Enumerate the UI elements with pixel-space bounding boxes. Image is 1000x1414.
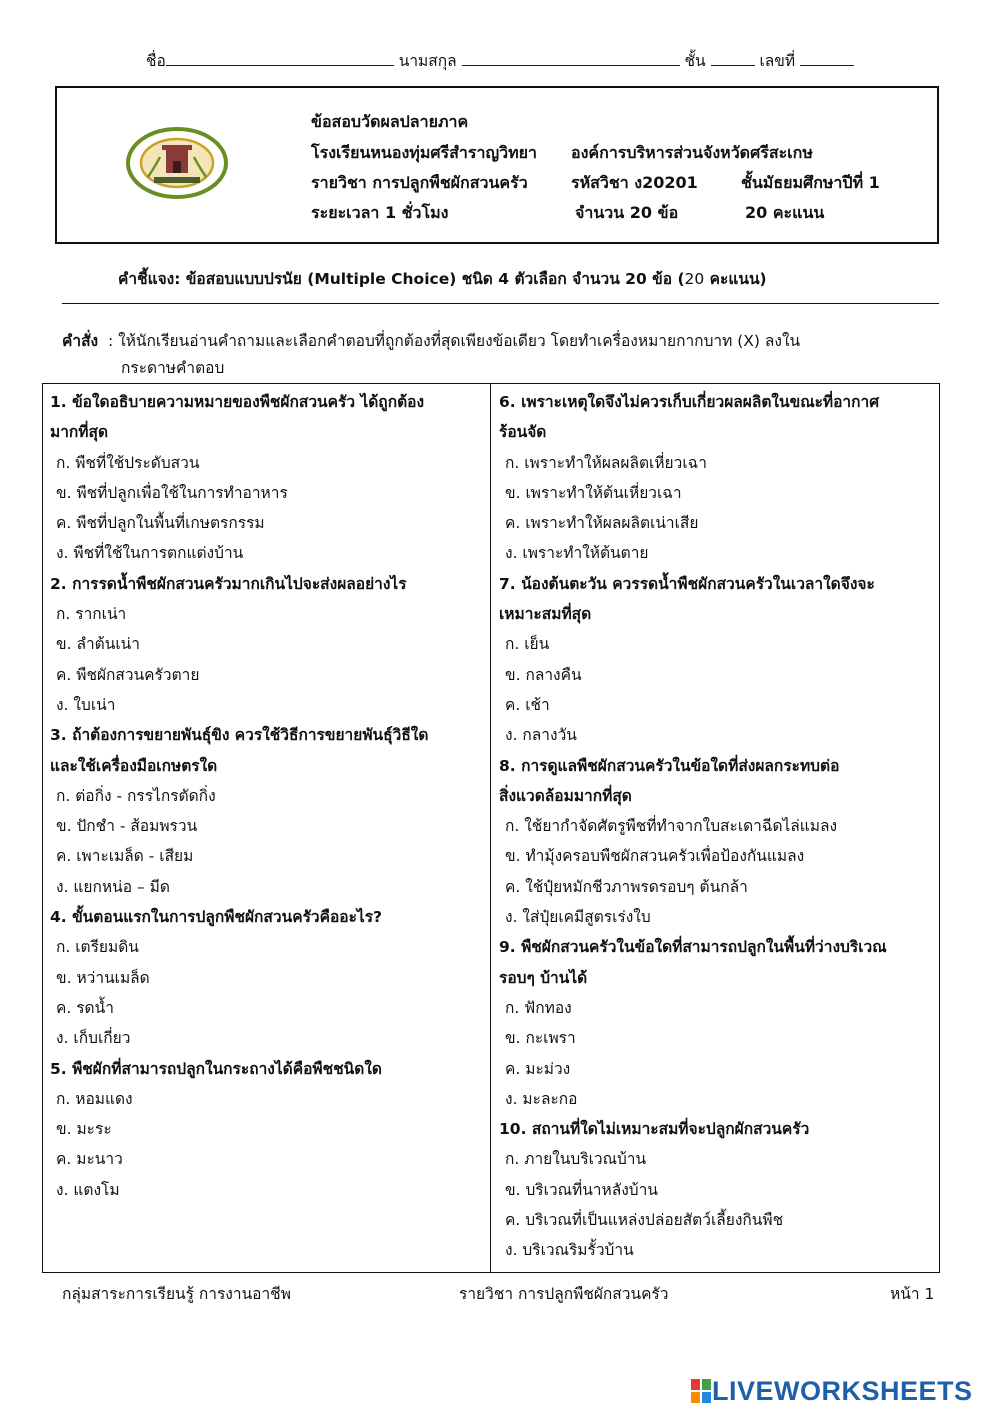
school-name: โรงเรียนหนองทุ่มศรีสำราญวิทยา (311, 143, 537, 162)
answer-option[interactable]: ง. เก็บเกี่ยว (56, 1029, 131, 1048)
question-count: จำนวน 20 ข้อ (575, 203, 679, 222)
instructions-text: คำชี้แจง: ข้อสอบแบบปรนัย (Multiple Choice) ชนิด 4 ตัวเลือก จำนวน 20 ข้อ ( (118, 270, 685, 288)
number-label: เลขที่ (759, 52, 796, 70)
answer-option[interactable]: ก. หอมแดง (56, 1089, 133, 1108)
answer-option[interactable]: ก. ใช้ยากำจัดศัตรูพืชที่ทำจากใบสะเดาฉีดไล่แมลง (505, 817, 838, 836)
command-line-1: : ให้นักเรียนอ่านคำถามและเลือกคำตอบที่ถูกต้องที่สุดเพียงข้อเดียว โดยทำเครื่องหมายกากบาท (X) ลงใน (108, 332, 801, 350)
answer-option[interactable]: ค. มะม่วง (505, 1059, 571, 1078)
surname-label: นามสกุล (398, 52, 457, 70)
grade-level: ชั้นมัธยมศึกษาปีที่ 1 (741, 173, 880, 192)
question-text: 4. ขั้นตอนแรกในการปลูกพืชผักสวนครัวคืออะไร? (50, 908, 383, 927)
subject-name: รายวิชา การปลูกพืชผักสวนครัว (311, 173, 528, 192)
answer-option[interactable]: ก. เพราะทำให้ผลผลิตเหี่ยวเฉา (505, 453, 707, 472)
questions-right-column (499, 387, 931, 1266)
logo-tower-top (162, 145, 192, 150)
question-text: 8. การดูแลพืชผักสวนครัวในข้อใดที่ส่งผลกระทบต่อ (499, 756, 840, 775)
question-text: ร้อนจัด (499, 423, 547, 442)
question-text: 6. เพราะเหตุใดจึงไม่ควรเก็บเกี่ยวผลผลิตในขณะที่อากาศ (499, 393, 880, 411)
question-text: สิ่งแวดล้อมมากที่สุด (499, 786, 632, 805)
question-text: รอบๆ บ้านได้ (499, 968, 588, 987)
answer-option[interactable]: ง. พืชที่ใช้ในการตกแต่งบ้าน (56, 544, 244, 563)
command-text (108, 328, 898, 382)
answer-option[interactable]: ข. ทำมุ้งครอบพืชผักสวนครัวเพื่อป้องกันแมลง (505, 847, 805, 866)
answer-option[interactable]: ง. ใบเน่า (56, 695, 116, 714)
answer-option[interactable]: ก. ภายในบริเวณบ้าน (505, 1150, 647, 1169)
command-label: คำสั่ง (62, 332, 99, 350)
subject-code: รหัสวิชา ง20201 (571, 173, 698, 192)
instructions-suffix: คะแนน) (704, 270, 767, 288)
instructions-divider (62, 303, 939, 304)
question-text: 2. การรดน้ำพืชผักสวนครัวมากเกินไปจะส่งผลอย่างไร (50, 574, 407, 593)
footer-page-number: หน้า 1 (890, 1285, 935, 1303)
answer-option[interactable]: ค. มะนาว (56, 1150, 123, 1169)
question-column-divider (490, 383, 491, 1273)
answer-option[interactable]: ข. บริเวณที่นาหลังบ้าน (505, 1180, 658, 1199)
answer-option[interactable]: ง. บริเวณริมรั้วบ้าน (505, 1241, 634, 1260)
exam-title: ข้อสอบวัดผลปลายภาค (311, 112, 469, 131)
liveworksheets-brand[interactable] (690, 1376, 973, 1406)
answer-option[interactable]: ค. ใช้ปุ๋ยหมักชีวภาพรดรอบๆ ต้นกล้า (505, 877, 748, 896)
answer-option[interactable]: ก. ฟักทอง (505, 998, 572, 1017)
surname-blank[interactable] (462, 51, 680, 66)
answer-option[interactable]: ค. เพาะเมล็ด - เสียม (56, 847, 194, 866)
questions-left-column (50, 387, 482, 1205)
footer-department: กลุ่มสาระการเรียนรู้ การงานอาชีพ (62, 1285, 291, 1303)
total-score: 20 คะแนน (745, 203, 825, 222)
answer-option[interactable]: ง. แยกหน่อ – มีด (56, 877, 170, 896)
answer-option[interactable]: ง. เพราะทำให้ต้นตาย (505, 544, 649, 563)
class-label: ชั้น (684, 52, 706, 70)
answer-option[interactable]: ค. เพราะทำให้ผลผลิตเน่าเสีย (505, 514, 699, 533)
student-info-line (0, 48, 1000, 73)
question-text: 10. สถานที่ใดไม่เหมาะสมที่จะปลูกผักสวนครัว (499, 1120, 810, 1139)
answer-option[interactable]: ค. พืชผักสวนครัวตาย (56, 665, 200, 684)
answer-option[interactable]: ก. รากเน่า (56, 605, 127, 624)
liveworksheets-logo-icon (690, 1378, 712, 1404)
instructions-points: 20 (684, 270, 705, 288)
footer-subject: รายวิชา การปลูกพืชผักสวนครัว (459, 1285, 669, 1303)
answer-option[interactable]: ง. กลางวัน (505, 726, 577, 745)
question-text: มากที่สุด (50, 423, 109, 442)
question-text: 1. ข้อใดอธิบายความหมายของพืชผักสวนครัว ได้ถูกต้อง (50, 393, 425, 411)
name-label: ชื่อ (145, 52, 166, 70)
answer-option[interactable]: ง. ใส่ปุ๋ยเคมีสูตรเร่งใบ (505, 908, 651, 927)
answer-option[interactable]: ก. เตรียมดิน (56, 938, 139, 957)
answer-option[interactable]: ข. พืชที่ปลูกเพื่อใช้ในการทำอาหาร (56, 483, 288, 502)
answer-option[interactable]: ก. ต่อกิ่ง - กรรไกรตัดกิ่ง (56, 786, 216, 805)
answer-option[interactable]: ก. พืชที่ใช้ประดับสวน (56, 453, 200, 472)
answer-option[interactable]: ข. กลางคืน (505, 665, 582, 684)
answer-option[interactable]: ง. แตงโม (56, 1180, 120, 1199)
exam-instructions (118, 266, 767, 291)
answer-option[interactable]: ค. พืชที่ปลูกในพื้นที่เกษตรกรรม (56, 514, 265, 533)
exam-duration: ระยะเวลา 1 ชั่วโมง (311, 203, 449, 222)
answer-option[interactable]: ง. มะละกอ (505, 1089, 578, 1108)
question-text: เหมาะสมที่สุด (499, 605, 592, 624)
answer-option[interactable]: ค. รดน้ำ (56, 998, 114, 1017)
answer-option[interactable]: ข. ปักชำ - ส้อมพรวน (56, 817, 198, 836)
question-text: และใช้เครื่องมือเกษตรใด (50, 756, 218, 775)
logo-base (154, 177, 200, 183)
question-text: 7. น้องต้นตะวัน ควรรดน้ำพืชผักสวนครัวในเวลาใดจึงจะ (499, 574, 875, 593)
school-logo (126, 127, 228, 199)
brand-name: LIVEWORKSHEETS (712, 1375, 973, 1406)
answer-option[interactable]: ก. เย็น (505, 635, 550, 654)
answer-option[interactable]: ค. เช้า (505, 695, 550, 714)
organization-name: องค์การบริหารส่วนจังหวัดศรีสะเกษ (571, 143, 813, 162)
answer-option[interactable]: ค. บริเวณที่เป็นแหล่งปล่อยสัตว์เลี้ยงกินพืช (505, 1211, 784, 1230)
answer-option[interactable]: ข. หว่านเมล็ด (56, 968, 150, 987)
question-text: 9. พืชผักสวนครัวในข้อใดที่สามารถปลูกในพื้นที่ว่างบริเวณ (499, 938, 887, 957)
logo-tower-door (173, 161, 181, 173)
question-text: 3. ถ้าต้องการขยายพันธุ์ขิง ควรใช้วิธีการขยายพันธุ์วิธีใด (50, 726, 429, 745)
answer-option[interactable]: ข. มะระ (56, 1120, 112, 1139)
number-blank[interactable] (800, 51, 854, 66)
question-text: 5. พืชผักที่สามารถปลูกในกระถางได้คือพืชชนิดใด (50, 1059, 382, 1078)
answer-option[interactable]: ข. เพราะทำให้ต้นเหี่ยวเฉา (505, 483, 682, 502)
command-line-2: กระดาษคำตอบ (121, 359, 225, 377)
class-blank[interactable] (711, 51, 755, 66)
name-blank[interactable] (166, 51, 394, 66)
answer-option[interactable]: ข. ลำต้นเน่า (56, 635, 140, 654)
answer-option[interactable]: ข. กะเพรา (505, 1029, 576, 1048)
